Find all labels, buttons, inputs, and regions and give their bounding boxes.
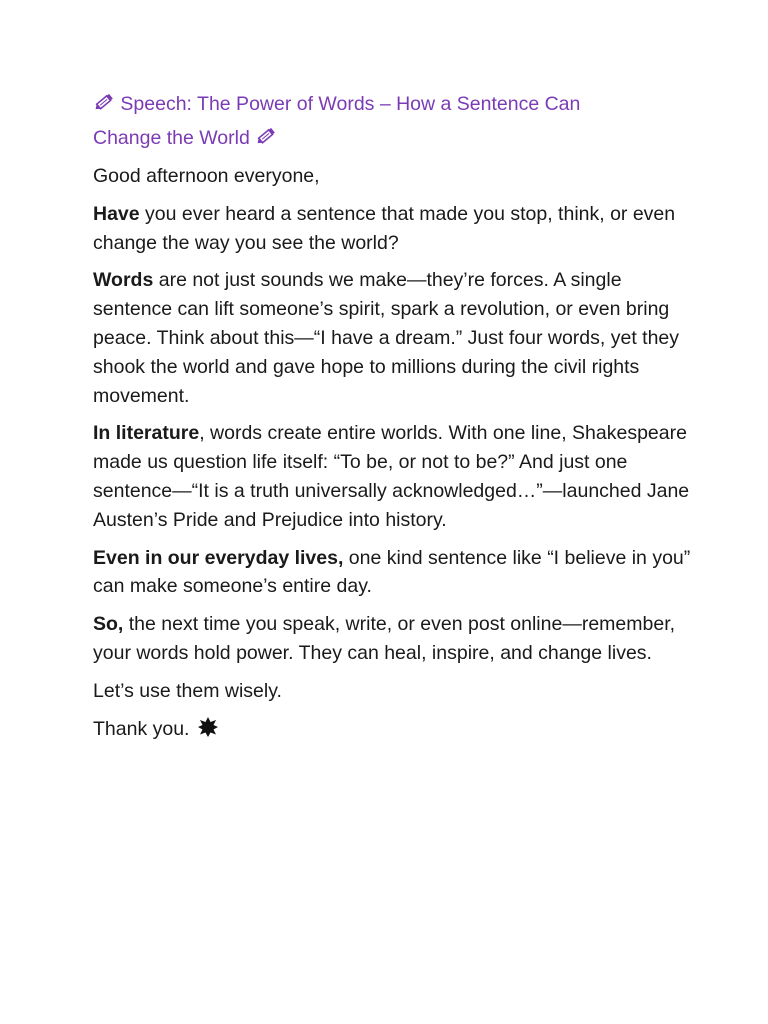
thank-you-text: Thank you. (93, 717, 190, 740)
paragraph-everyday (93, 544, 693, 602)
paragraph-text: one kind sentence like “I believe in you” can make someone’s entire day. (93, 546, 691, 598)
paragraph-text: you ever heard a sentence that made you stop, think, or even change the way you see the world? (93, 202, 676, 254)
closing-line: Let’s use them wisely. (93, 679, 282, 702)
star-burst-icon (197, 716, 219, 747)
paragraph-lead: Even in our everyday lives, (93, 546, 344, 569)
speech-body (93, 88, 693, 755)
paragraph-have (93, 200, 693, 258)
paragraph-lead: Words (93, 269, 154, 292)
paragraph-literature (93, 419, 693, 534)
title-line-2: Change the World (93, 127, 250, 149)
paragraph-text: , words create entire worlds. With one line, Shakespeare made us question life itself: “To be, or not to be?” And just one sentence—“It is a truth universally acknowledged…”—launched Jane Austen’s Pride and Prejudice into history. (93, 422, 690, 531)
paragraph-lead: So, (93, 613, 124, 636)
greeting: Good afternoon everyone, (93, 165, 320, 187)
paragraph-lead: Have (93, 202, 140, 225)
paragraph-words (93, 266, 693, 410)
paragraph-lead: In literature (93, 422, 200, 445)
title-line-1: Speech: The Power of Words – How a Sentence Can (120, 93, 581, 115)
speech-title (93, 88, 693, 156)
thank-you (93, 715, 693, 747)
paragraph-text: the next time you speak, write, or even post online—remember, your words hold power. They can heal, inspire, and change lives. (93, 613, 676, 664)
pencil-icon (93, 90, 115, 122)
pencil-icon (255, 124, 277, 156)
paragraph-so (93, 610, 693, 668)
paragraph-text: are not just sounds we make—they’re forces. A single sentence can lift someone’s spirit, spark a revolution, or even bring peace. Think about this—“I have a dream.” Just four words, yet they shook the world and gave hope to millions during the civil rights movement. (93, 269, 680, 407)
